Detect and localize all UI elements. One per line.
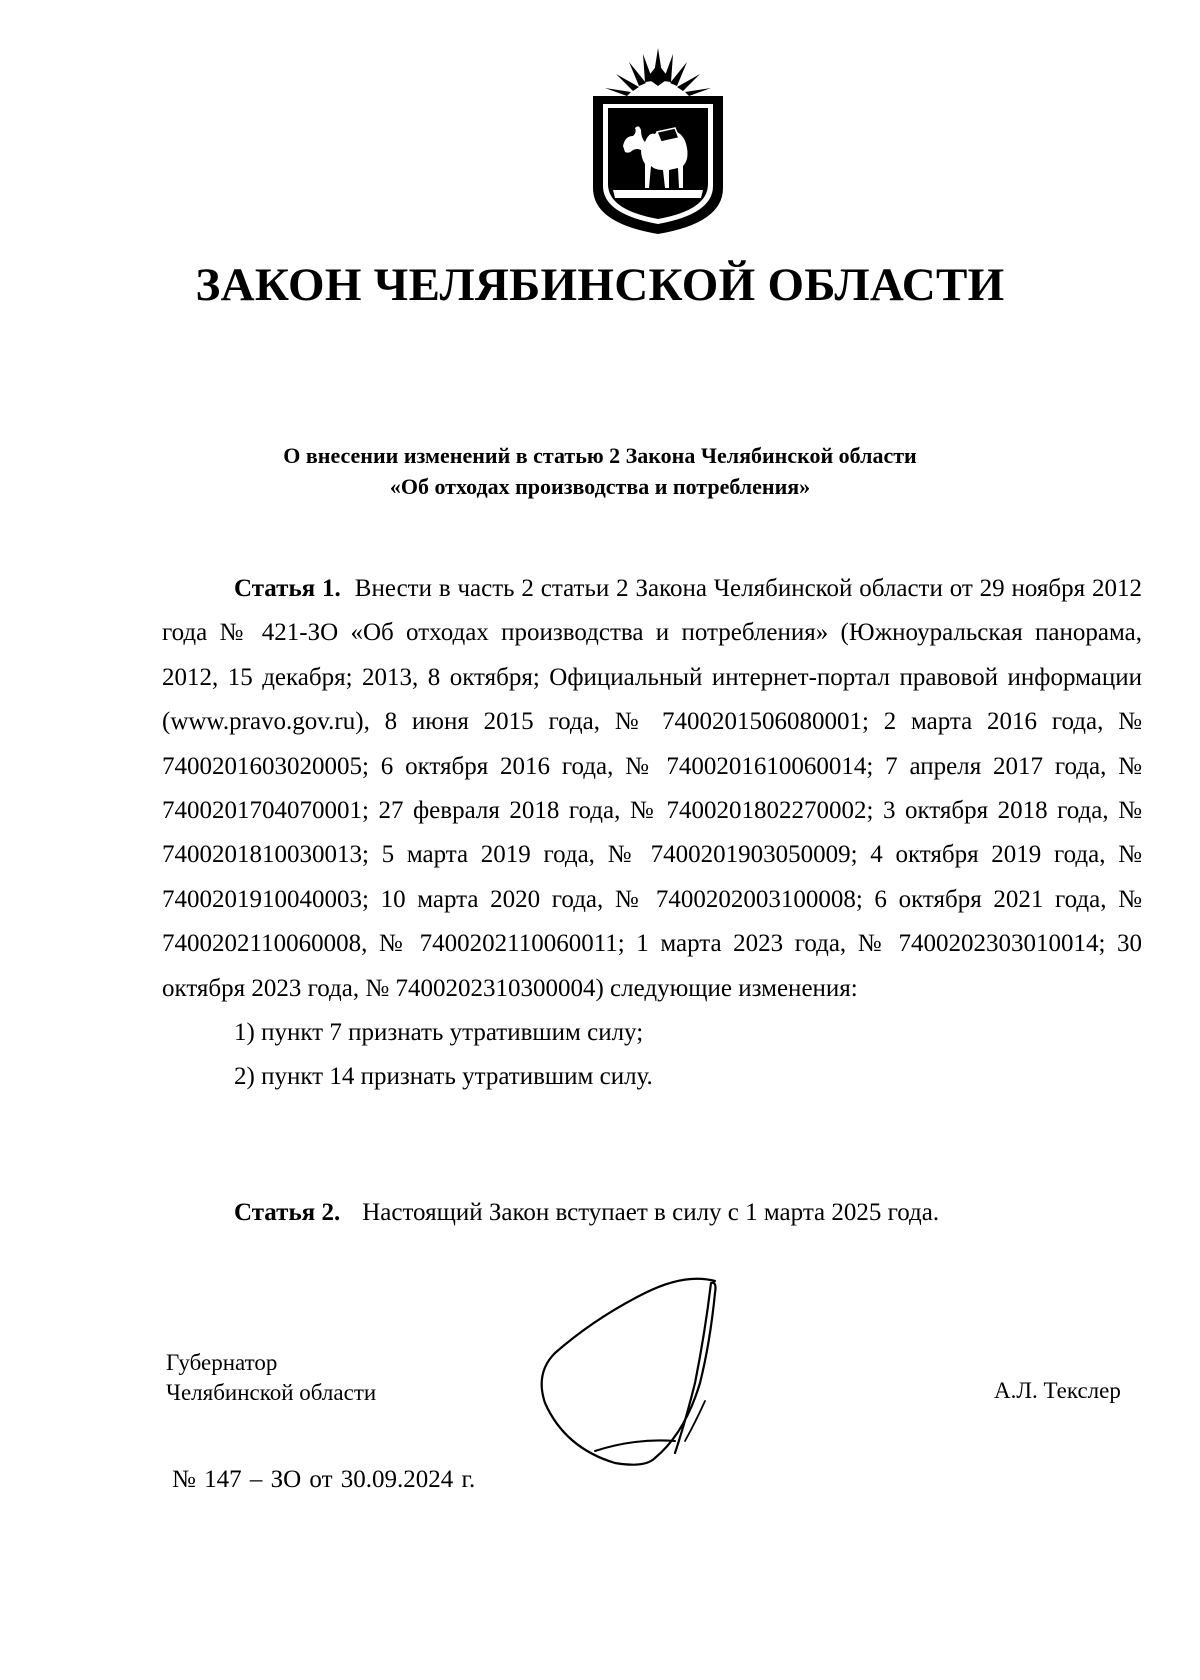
article-2 xyxy=(234,1199,939,1227)
law-subject xyxy=(0,440,1200,502)
law-number-date: № 147 – ЗО от 30.09.2024 г. xyxy=(172,1466,476,1493)
governor-position-line-2: Челябинской области xyxy=(166,1380,377,1405)
article-1 xyxy=(162,567,1142,1100)
governor-position xyxy=(166,1348,376,1408)
subject-line-2: «Об отходах производства и потребления» xyxy=(389,474,811,499)
article-2-text: Настоящий Закон вступает в силу с 1 марта 2025 года. xyxy=(362,1199,940,1226)
article-1-text: Внести в часть 2 статьи 2 Закона Челябинской области от 29 ноября 2012 года № 421-ЗО «Об отходах производства и потребления» (Южноуральская панорама, 2012, 15 декабря; 2013, 8 октября; Официальный интернет-портал правовой информации (www.pravo.gov.ru), 8 июня 2015 года, № 7400201506080001; 2 марта 2016 года, № 7400201603020005; 6 октября 2016 года, № 7400201610060014; 7 апреля 2017 года, № 7400201704070001; 27 февраля 2018 года, № 7400201802270002; 3 октября 2018 года, № 7400201810030013; 5 марта 2019 года, № 7400201903050009; 4 октября 2019 года, № 7400201910040003; 10 марта 2020 года, № 7400202003100008; 6 октября 2021 года, № 7400202110060008, № 7400202110060011; 1 марта 2023 года, № 7400202303010014; 30 октября 2023 года, № 7400202310300004) следующие изменения: xyxy=(162,575,1142,1002)
article-1-paragraph xyxy=(162,567,1142,1011)
law-title: ЗАКОН ЧЕЛЯБИНСКОЙ ОБЛАСТИ xyxy=(195,259,1005,311)
coat-of-arms-emblem xyxy=(583,48,733,236)
governor-position-line-1: Губернатор xyxy=(166,1350,278,1375)
subject-line-1: О внесении изменений в статью 2 Закона Челябинской области xyxy=(283,443,917,468)
article-2-label: Статья 2. xyxy=(234,1199,341,1226)
article-1-label: Статья 1. xyxy=(234,575,341,602)
handwritten-signature xyxy=(535,1273,755,1468)
article-1-item-1: 1) пункт 7 признать утратившим силу; xyxy=(234,1019,644,1047)
article-1-item-2: 2) пункт 14 признать утратившим силу. xyxy=(234,1063,653,1091)
signer-name: А.Л. Текслер xyxy=(994,1378,1121,1403)
